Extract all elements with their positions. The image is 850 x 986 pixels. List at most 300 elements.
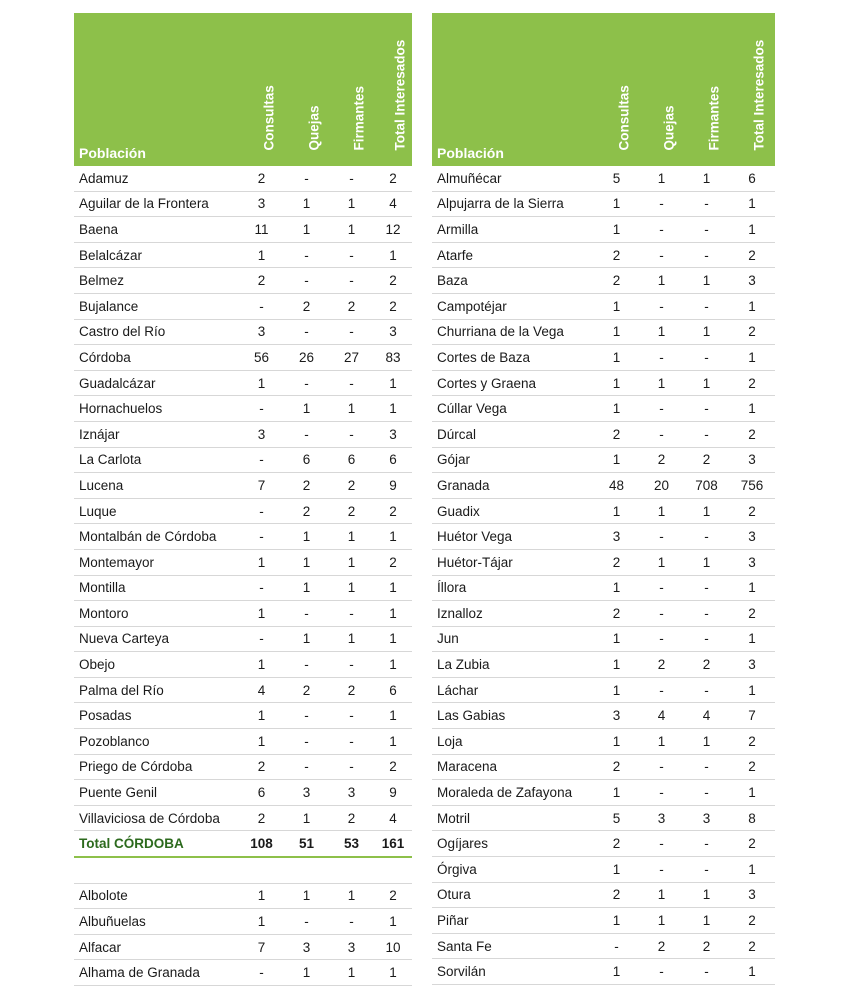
consultas-cell: 1 bbox=[594, 652, 639, 678]
firmantes-cell: - bbox=[684, 217, 729, 243]
firmantes-cell: - bbox=[329, 268, 374, 294]
quejas-cell: 3 bbox=[639, 805, 684, 831]
poblacion-cell: Córdoba bbox=[74, 345, 239, 371]
total-cell: 1 bbox=[374, 524, 412, 550]
table-row bbox=[432, 780, 775, 806]
quejas-cell: 2 bbox=[639, 933, 684, 959]
col-header-poblacion: Población bbox=[432, 13, 594, 166]
poblacion-cell: Jun bbox=[432, 626, 594, 652]
poblacion-cell: Alhama de Granada bbox=[74, 960, 239, 986]
quejas-cell: - bbox=[284, 319, 329, 345]
poblacion-cell: Bujalance bbox=[74, 293, 239, 319]
total-cell: 2 bbox=[374, 293, 412, 319]
table-row bbox=[74, 242, 412, 268]
poblacion-cell: Láchar bbox=[432, 677, 594, 703]
quejas-cell: - bbox=[639, 754, 684, 780]
col-header-quejas: Quejas bbox=[639, 13, 684, 166]
empty-cell bbox=[74, 857, 239, 883]
consultas-cell: 1 bbox=[594, 959, 639, 985]
quejas-cell: - bbox=[284, 652, 329, 678]
quejas-cell: 4 bbox=[639, 703, 684, 729]
poblacion-cell: Baena bbox=[74, 217, 239, 243]
poblacion-cell: La Zubia bbox=[432, 652, 594, 678]
total-cell: 3 bbox=[374, 421, 412, 447]
firmantes-cell: 2 bbox=[684, 933, 729, 959]
total-cell: 1 bbox=[374, 960, 412, 986]
table-row bbox=[74, 626, 412, 652]
quejas-cell: - bbox=[284, 601, 329, 627]
quejas-cell: - bbox=[284, 370, 329, 396]
poblacion-cell: Santa Fe bbox=[432, 933, 594, 959]
poblacion-cell: Guadalcázar bbox=[74, 370, 239, 396]
firmantes-cell: - bbox=[684, 857, 729, 883]
quejas-cell: - bbox=[639, 421, 684, 447]
table-row bbox=[432, 166, 775, 191]
col-header-total: Total Interesados bbox=[374, 13, 412, 166]
poblacion-cell: Lucena bbox=[74, 473, 239, 499]
total-cell: 9 bbox=[374, 473, 412, 499]
table-row bbox=[432, 652, 775, 678]
consultas-cell: 5 bbox=[594, 805, 639, 831]
consultas-cell: 1 bbox=[594, 729, 639, 755]
total-cell: 2 bbox=[729, 933, 775, 959]
poblacion-cell: Piñar bbox=[432, 908, 594, 934]
poblacion-cell: La Carlota bbox=[74, 447, 239, 473]
table-row bbox=[432, 677, 775, 703]
total-cell: 1 bbox=[374, 626, 412, 652]
firmantes-cell: 6 bbox=[329, 447, 374, 473]
consultas-cell: 1 bbox=[239, 242, 284, 268]
consultas-cell: 1 bbox=[594, 780, 639, 806]
total-cell: 6 bbox=[374, 677, 412, 703]
table-row bbox=[74, 909, 412, 935]
poblacion-cell: Obejo bbox=[74, 652, 239, 678]
firmantes-cell: 4 bbox=[684, 703, 729, 729]
poblacion-cell: Maracena bbox=[432, 754, 594, 780]
table-row bbox=[432, 447, 775, 473]
firmantes-cell: - bbox=[684, 626, 729, 652]
total-cell: 3 bbox=[729, 447, 775, 473]
quejas-cell: 2 bbox=[284, 293, 329, 319]
total-cell: 1 bbox=[374, 909, 412, 935]
table-row bbox=[74, 293, 412, 319]
total-cell: 2 bbox=[729, 601, 775, 627]
table-row bbox=[74, 217, 412, 243]
firmantes-cell: 1 bbox=[684, 268, 729, 294]
consultas-cell: 2 bbox=[594, 601, 639, 627]
table-row bbox=[432, 498, 775, 524]
consultas-cell: 1 bbox=[594, 908, 639, 934]
firmantes-cell: 1 bbox=[684, 729, 729, 755]
firmantes-cell: 2 bbox=[329, 805, 374, 831]
table-row bbox=[432, 908, 775, 934]
total-cell: 756 bbox=[729, 473, 775, 499]
firmantes-cell: - bbox=[329, 370, 374, 396]
poblacion-cell: Gójar bbox=[432, 447, 594, 473]
poblacion-cell: Adamuz bbox=[74, 166, 239, 191]
quejas-cell: 1 bbox=[284, 217, 329, 243]
quejas-cell: 1 bbox=[639, 908, 684, 934]
firmantes-cell: - bbox=[684, 601, 729, 627]
header-row bbox=[432, 13, 775, 166]
total-cell: 1 bbox=[374, 370, 412, 396]
firmantes-cell: - bbox=[684, 575, 729, 601]
poblacion-cell: Ogíjares bbox=[432, 831, 594, 857]
poblacion-cell: Belmez bbox=[74, 268, 239, 294]
consultas-cell: 1 bbox=[239, 601, 284, 627]
quejas-cell: - bbox=[284, 729, 329, 755]
quejas-cell: 1 bbox=[639, 370, 684, 396]
table-row bbox=[74, 883, 412, 909]
consultas-cell: 1 bbox=[594, 396, 639, 422]
consultas-cell: - bbox=[239, 960, 284, 986]
poblacion-cell: Sorvilán bbox=[432, 959, 594, 985]
poblacion-cell: Iznalloz bbox=[432, 601, 594, 627]
quejas-cell: - bbox=[284, 703, 329, 729]
quejas-cell: 3 bbox=[284, 780, 329, 806]
quejas-cell: - bbox=[639, 626, 684, 652]
total-cell: 1 bbox=[729, 191, 775, 217]
consultas-cell: 7 bbox=[239, 473, 284, 499]
total-cell: 1 bbox=[374, 729, 412, 755]
consultas-cell: 1 bbox=[594, 345, 639, 371]
table-row bbox=[432, 626, 775, 652]
total-cell: 2 bbox=[729, 242, 775, 268]
table-row bbox=[432, 473, 775, 499]
consultas-cell: - bbox=[239, 293, 284, 319]
quejas-cell: - bbox=[639, 524, 684, 550]
total-cell: 1 bbox=[729, 626, 775, 652]
poblacion-cell: Huétor-Tájar bbox=[432, 549, 594, 575]
poblacion-cell: Cúllar Vega bbox=[432, 396, 594, 422]
firmantes-cell: - bbox=[329, 319, 374, 345]
firmantes-cell: 2 bbox=[329, 498, 374, 524]
total-cell: 2 bbox=[729, 498, 775, 524]
consultas-cell: 1 bbox=[594, 575, 639, 601]
total-cell: 1 bbox=[374, 601, 412, 627]
firmantes-cell: 2 bbox=[329, 293, 374, 319]
consultas-cell: 2 bbox=[594, 549, 639, 575]
firmantes-cell: - bbox=[329, 754, 374, 780]
total-cell: 2 bbox=[729, 908, 775, 934]
firmantes-cell: 1 bbox=[329, 217, 374, 243]
poblacion-cell: Palma del Río bbox=[74, 677, 239, 703]
table-row bbox=[74, 780, 412, 806]
firmantes-cell: 1 bbox=[329, 575, 374, 601]
consultas-cell: 1 bbox=[594, 677, 639, 703]
quejas-cell: 2 bbox=[639, 447, 684, 473]
firmantes-cell: - bbox=[329, 729, 374, 755]
firmantes-cell: - bbox=[684, 345, 729, 371]
consultas-cell: 1 bbox=[239, 729, 284, 755]
poblacion-cell: Dúrcal bbox=[432, 421, 594, 447]
table-row bbox=[432, 191, 775, 217]
firmantes-cell: 2 bbox=[329, 473, 374, 499]
total-cell: 2 bbox=[729, 729, 775, 755]
quejas-cell: 1 bbox=[639, 166, 684, 191]
total-row bbox=[74, 831, 412, 857]
total-cell: 1 bbox=[729, 396, 775, 422]
quejas-cell: - bbox=[639, 831, 684, 857]
total-cell: 3 bbox=[729, 549, 775, 575]
poblacion-cell: Montalbán de Córdoba bbox=[74, 524, 239, 550]
firmantes-cell: 3 bbox=[329, 780, 374, 806]
firmantes-cell: - bbox=[329, 652, 374, 678]
table-row bbox=[432, 754, 775, 780]
poblacion-cell: Puente Genil bbox=[74, 780, 239, 806]
consultas-cell: 3 bbox=[239, 319, 284, 345]
poblacion-cell: Atarfe bbox=[432, 242, 594, 268]
firmantes-cell: 1 bbox=[329, 549, 374, 575]
firmantes-cell: - bbox=[684, 677, 729, 703]
total-cell: 4 bbox=[374, 191, 412, 217]
total-cell: 1 bbox=[374, 396, 412, 422]
poblacion-cell: Loja bbox=[432, 729, 594, 755]
firmantes-cell: - bbox=[684, 242, 729, 268]
firmantes-cell: 708 bbox=[684, 473, 729, 499]
consultas-cell: 1 bbox=[239, 703, 284, 729]
table-row bbox=[74, 524, 412, 550]
quejas-cell: 1 bbox=[639, 319, 684, 345]
poblacion-cell: Luque bbox=[74, 498, 239, 524]
quejas-cell: 1 bbox=[639, 498, 684, 524]
consultas-cell: 1 bbox=[594, 498, 639, 524]
quejas-cell: 2 bbox=[284, 677, 329, 703]
table-row bbox=[74, 805, 412, 831]
quejas-cell: - bbox=[639, 242, 684, 268]
poblacion-cell: Las Gabias bbox=[432, 703, 594, 729]
consultas-cell: - bbox=[239, 626, 284, 652]
quejas-cell: 1 bbox=[639, 882, 684, 908]
table-row bbox=[432, 345, 775, 371]
table-row bbox=[74, 677, 412, 703]
quejas-cell: 1 bbox=[284, 805, 329, 831]
table-row bbox=[432, 575, 775, 601]
firmantes-cell: - bbox=[684, 524, 729, 550]
quejas-cell: - bbox=[284, 909, 329, 935]
consultas-cell: 3 bbox=[239, 191, 284, 217]
total-cell: 2 bbox=[374, 754, 412, 780]
total-cell: 9 bbox=[374, 780, 412, 806]
consultas-cell: 6 bbox=[239, 780, 284, 806]
poblacion-cell: Almuñécar bbox=[432, 166, 594, 191]
table-row bbox=[432, 268, 775, 294]
table-row bbox=[432, 831, 775, 857]
table-row bbox=[74, 166, 412, 191]
total-cell: 1 bbox=[729, 677, 775, 703]
consultas-cell: 1 bbox=[239, 370, 284, 396]
total-cell: 3 bbox=[374, 319, 412, 345]
col-header-poblacion: Población bbox=[74, 13, 239, 166]
poblacion-cell: Moraleda de Zafayona bbox=[432, 780, 594, 806]
table-row bbox=[74, 191, 412, 217]
consultas-cell: 1 bbox=[594, 370, 639, 396]
quejas-cell: 6 bbox=[284, 447, 329, 473]
quejas-cell: - bbox=[284, 421, 329, 447]
table-row bbox=[74, 703, 412, 729]
total-cell: 1 bbox=[374, 242, 412, 268]
firmantes-cell: 1 bbox=[329, 191, 374, 217]
consultas-cell: 4 bbox=[239, 677, 284, 703]
table-row bbox=[74, 652, 412, 678]
firmantes-cell: - bbox=[684, 831, 729, 857]
firmantes-cell: - bbox=[329, 242, 374, 268]
firmantes-cell: 27 bbox=[329, 345, 374, 371]
quejas-cell: 1 bbox=[639, 268, 684, 294]
table-row bbox=[74, 447, 412, 473]
consultas-cell: 2 bbox=[239, 166, 284, 191]
quejas-cell: - bbox=[284, 268, 329, 294]
consultas-cell: 2 bbox=[594, 831, 639, 857]
firmantes-cell: 1 bbox=[329, 883, 374, 909]
total-cell: 10 bbox=[374, 934, 412, 960]
right-table bbox=[432, 13, 775, 985]
table-row bbox=[432, 882, 775, 908]
quejas-cell: - bbox=[284, 242, 329, 268]
firmantes-cell: 1 bbox=[329, 396, 374, 422]
table-row bbox=[74, 729, 412, 755]
consultas-cell: 1 bbox=[239, 883, 284, 909]
left-table bbox=[74, 13, 412, 986]
poblacion-cell: Priego de Córdoba bbox=[74, 754, 239, 780]
poblacion-cell: Pozoblanco bbox=[74, 729, 239, 755]
poblacion-cell: Guadix bbox=[432, 498, 594, 524]
poblacion-cell: Granada bbox=[432, 473, 594, 499]
table-row bbox=[74, 754, 412, 780]
consultas-cell: 3 bbox=[594, 524, 639, 550]
table-row bbox=[74, 934, 412, 960]
total-cell: 1 bbox=[374, 575, 412, 601]
quejas-cell: 1 bbox=[284, 524, 329, 550]
quejas-cell: - bbox=[284, 166, 329, 191]
consultas-cell: 1 bbox=[594, 447, 639, 473]
poblacion-cell: Armilla bbox=[432, 217, 594, 243]
table-row bbox=[432, 421, 775, 447]
table-row bbox=[74, 345, 412, 371]
firmantes-cell: - bbox=[684, 754, 729, 780]
firmantes-cell: - bbox=[684, 959, 729, 985]
firmantes-cell: - bbox=[329, 421, 374, 447]
consultas-cell: 1 bbox=[594, 319, 639, 345]
total-cell: 8 bbox=[729, 805, 775, 831]
quejas-cell: 1 bbox=[284, 575, 329, 601]
table-row bbox=[432, 319, 775, 345]
total-cell: 83 bbox=[374, 345, 412, 371]
table-row bbox=[432, 549, 775, 575]
table-row bbox=[432, 370, 775, 396]
firmantes-cell: 1 bbox=[329, 524, 374, 550]
poblacion-cell: Nueva Carteya bbox=[74, 626, 239, 652]
total-cell: 2 bbox=[374, 498, 412, 524]
total-cell: 2 bbox=[374, 549, 412, 575]
header-row bbox=[74, 13, 412, 166]
total-cell: 7 bbox=[729, 703, 775, 729]
firmantes-cell: - bbox=[684, 293, 729, 319]
firmantes-cell: 2 bbox=[684, 447, 729, 473]
table-row bbox=[432, 242, 775, 268]
quejas-cell: - bbox=[639, 191, 684, 217]
consultas-cell: 2 bbox=[239, 805, 284, 831]
quejas-cell: 2 bbox=[639, 652, 684, 678]
firmantes-cell: 2 bbox=[684, 652, 729, 678]
total-cell: 2 bbox=[729, 754, 775, 780]
total-cell: 12 bbox=[374, 217, 412, 243]
total-cell: 2 bbox=[374, 268, 412, 294]
consultas-cell: 1 bbox=[594, 217, 639, 243]
total-cell: 6 bbox=[374, 447, 412, 473]
firmantes-cell: 1 bbox=[684, 166, 729, 191]
total-cell: 4 bbox=[374, 805, 412, 831]
poblacion-cell: Hornachuelos bbox=[74, 396, 239, 422]
poblacion-cell: Total CÓRDOBA bbox=[74, 831, 239, 857]
quejas-cell: 51 bbox=[284, 831, 329, 857]
total-cell: 1 bbox=[729, 345, 775, 371]
consultas-cell: 5 bbox=[594, 166, 639, 191]
quejas-cell: 1 bbox=[284, 549, 329, 575]
consultas-cell: - bbox=[239, 447, 284, 473]
poblacion-cell: Alpujarra de la Sierra bbox=[432, 191, 594, 217]
firmantes-cell: 1 bbox=[329, 960, 374, 986]
firmantes-cell: - bbox=[684, 396, 729, 422]
table-row bbox=[432, 857, 775, 883]
firmantes-cell: 1 bbox=[684, 549, 729, 575]
firmantes-cell: 1 bbox=[329, 626, 374, 652]
total-cell: 1 bbox=[374, 703, 412, 729]
empty-cell bbox=[374, 857, 412, 883]
firmantes-cell: - bbox=[684, 421, 729, 447]
consultas-cell: 108 bbox=[239, 831, 284, 857]
quejas-cell: 1 bbox=[284, 626, 329, 652]
consultas-cell: - bbox=[594, 933, 639, 959]
empty-cell bbox=[329, 857, 374, 883]
table-row bbox=[74, 319, 412, 345]
table-row bbox=[432, 703, 775, 729]
total-cell: 1 bbox=[729, 780, 775, 806]
col-header-quejas: Quejas bbox=[284, 13, 329, 166]
quejas-cell: 1 bbox=[284, 396, 329, 422]
firmantes-cell: - bbox=[329, 703, 374, 729]
total-cell: 3 bbox=[729, 652, 775, 678]
poblacion-cell: Churriana de la Vega bbox=[432, 319, 594, 345]
poblacion-cell: Montemayor bbox=[74, 549, 239, 575]
poblacion-cell: Cortes de Baza bbox=[432, 345, 594, 371]
total-cell: 3 bbox=[729, 268, 775, 294]
firmantes-cell: 1 bbox=[684, 882, 729, 908]
table-row bbox=[74, 575, 412, 601]
quejas-cell: 26 bbox=[284, 345, 329, 371]
poblacion-cell: Belalcázar bbox=[74, 242, 239, 268]
consultas-cell: 1 bbox=[594, 191, 639, 217]
consultas-cell: 56 bbox=[239, 345, 284, 371]
quejas-cell: 1 bbox=[639, 549, 684, 575]
poblacion-cell: Huétor Vega bbox=[432, 524, 594, 550]
consultas-cell: 2 bbox=[594, 754, 639, 780]
consultas-cell: 1 bbox=[239, 909, 284, 935]
total-cell: 161 bbox=[374, 831, 412, 857]
consultas-cell: 3 bbox=[239, 421, 284, 447]
col-header-total: Total Interesados bbox=[729, 13, 775, 166]
firmantes-cell: - bbox=[684, 780, 729, 806]
poblacion-cell: Iznájar bbox=[74, 421, 239, 447]
total-cell: 1 bbox=[729, 575, 775, 601]
poblacion-cell: Albuñuelas bbox=[74, 909, 239, 935]
firmantes-cell: - bbox=[684, 191, 729, 217]
quejas-cell: - bbox=[639, 857, 684, 883]
total-cell: 2 bbox=[374, 883, 412, 909]
quejas-cell: 1 bbox=[284, 883, 329, 909]
quejas-cell: 1 bbox=[284, 960, 329, 986]
poblacion-cell: Otura bbox=[432, 882, 594, 908]
